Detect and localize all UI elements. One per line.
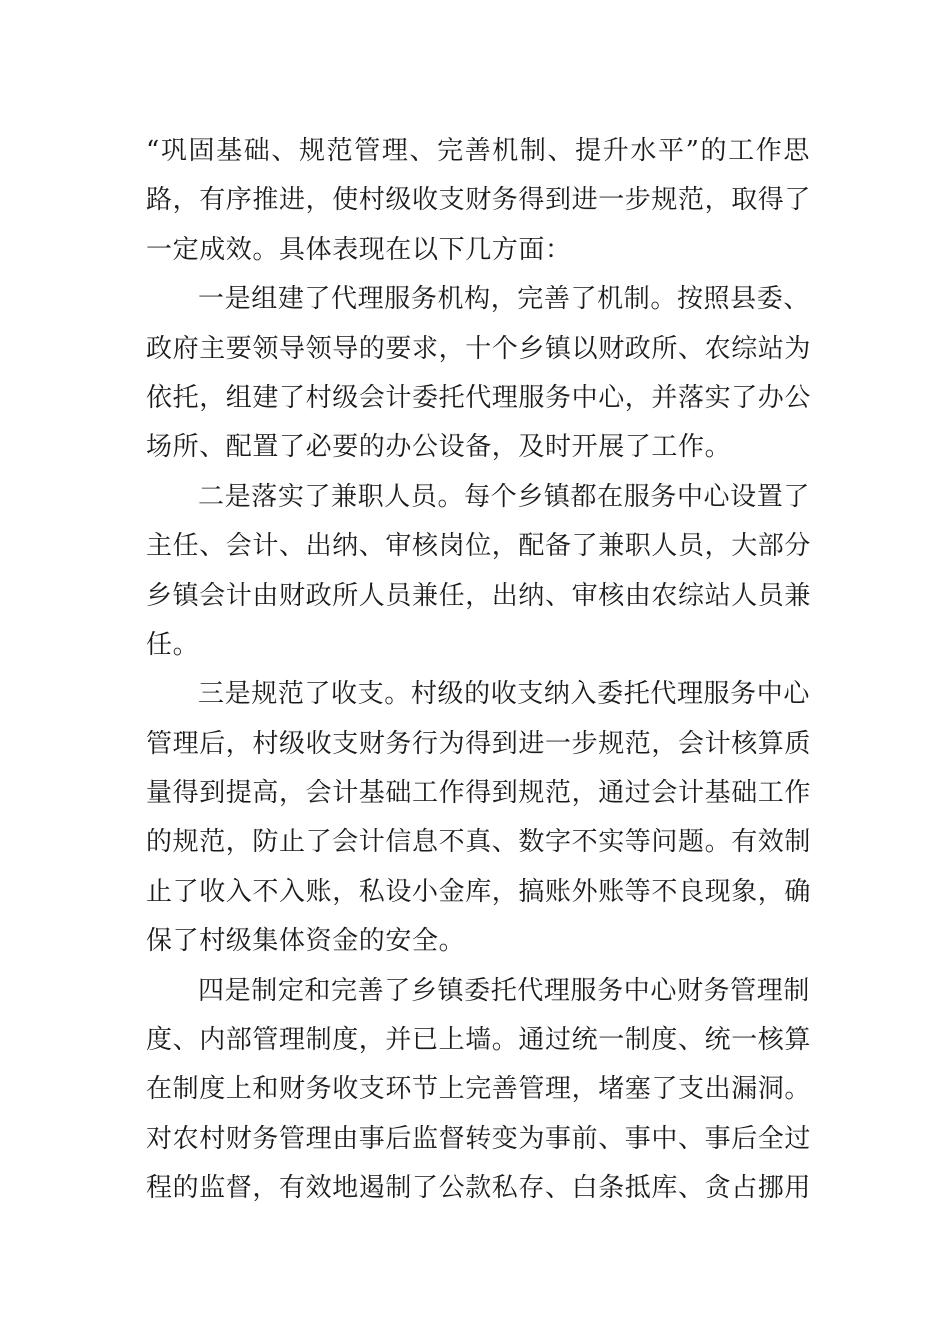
- text-line: 止了收入不入账，私设小金库，搞账外账等不良现象，确: [146, 876, 812, 907]
- text-line: 三是规范了收支。村级的收支纳入委托代理服务中心: [198, 679, 810, 710]
- text-line: 场所、配置了必要的办公设备，及时开展了工作。: [146, 432, 732, 463]
- paragraph-point-four: [146, 967, 810, 1214]
- paragraph-point-three: [146, 670, 810, 966]
- text-line: 乡镇会计由财政所人员兼任，出纳、审核由农综站人员兼: [146, 580, 812, 611]
- text-line: 量得到提高，会计基础工作得到规范，通过会计基础工作: [146, 778, 812, 809]
- text-line: 保了村级集体资金的安全。: [146, 926, 466, 957]
- text-line: 一是组建了代理服务机构，完善了机制。按照县委、: [198, 284, 810, 315]
- text-line: 政府主要领导领导的要求，十个乡镇以财政所、农综站为: [146, 333, 812, 364]
- text-line: 对农村财务管理由事后监督转变为事前、事中、事后全过: [146, 1123, 812, 1154]
- text-line: “巩固基础、规范管理、完善机制、提升水平”的工作思: [146, 136, 810, 166]
- paragraph-intro: [146, 127, 810, 275]
- text-line: 管理后，村级收支财务行为得到进一步规范，会计核算质: [146, 728, 812, 759]
- paragraph-point-two: [146, 473, 810, 671]
- text-line: 度、内部管理制度，并已上墙。通过统一制度、统一核算: [146, 1025, 812, 1056]
- text-line: 二是落实了兼职人员。每个乡镇都在服务中心设置了: [198, 481, 810, 512]
- paragraph-point-one: [146, 275, 810, 473]
- text-line: 主任、会计、出纳、审核岗位，配备了兼职人员，大部分: [146, 531, 812, 562]
- text-line: 依托，组建了村级会计委托代理服务中心，并落实了办公: [146, 382, 812, 413]
- document-body: [146, 127, 810, 1214]
- text-line: 的规范，防止了会计信息不真、数字不实等问题。有效制: [146, 827, 812, 858]
- text-line: 程的监督，有效地遏制了公款私存、白条抵库、贪占挪用: [146, 1173, 812, 1204]
- text-line: 四是制定和完善了乡镇委托代理服务中心财务管理制: [198, 975, 810, 1006]
- text-line: 一定成效。具体表现在以下几方面：: [146, 234, 572, 265]
- text-line: 任。: [146, 629, 200, 660]
- text-line: 在制度上和财务收支环节上完善管理，堵塞了支出漏洞。: [146, 1074, 812, 1105]
- text-line: 路，有序推进，使村级收支财务得到进一步规范，取得了: [146, 185, 812, 216]
